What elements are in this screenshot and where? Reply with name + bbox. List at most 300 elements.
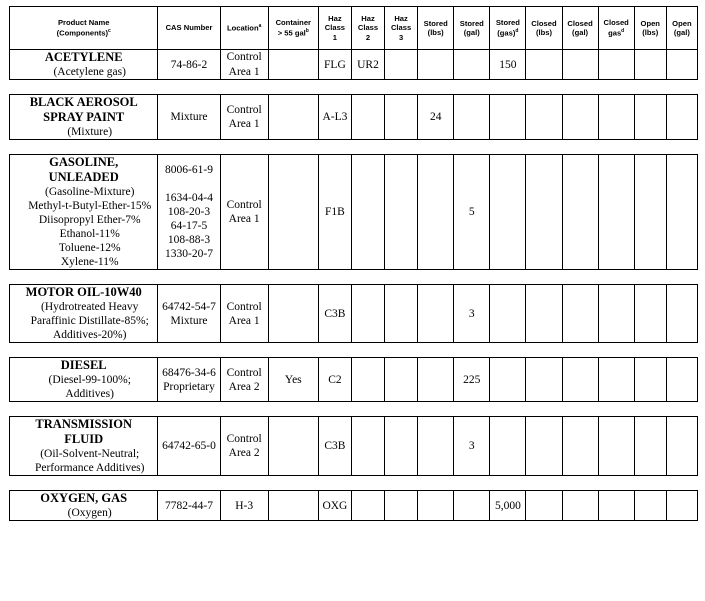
spacer-row <box>10 270 698 285</box>
column-header-text: Open <box>640 18 660 28</box>
cell-open-gal <box>666 358 697 402</box>
spacer-cell <box>562 140 598 155</box>
spacer-cell <box>598 476 634 491</box>
cell-stored-gas <box>490 358 526 402</box>
column-header-closed_lbs <box>526 7 562 50</box>
spacer-cell <box>634 270 666 285</box>
spacer-cell <box>562 270 598 285</box>
cell-open-lbs <box>634 95 666 140</box>
cas-number: 108-20-3 <box>167 206 211 219</box>
column-header-text: (lbs) <box>642 28 659 37</box>
cas-number: 68476-34-6 <box>162 366 216 379</box>
spacer-cell <box>454 270 490 285</box>
cell-closed-gal <box>562 417 598 476</box>
spacer-row <box>10 140 698 155</box>
cas-number: 7782-44-7 <box>165 499 213 512</box>
cell-stored-lbs <box>418 285 454 343</box>
cell-stored-gal <box>454 491 490 521</box>
spacer-cell <box>268 343 318 358</box>
table-row <box>10 50 698 80</box>
spacer-cell <box>220 402 268 417</box>
spacer-cell <box>351 140 384 155</box>
cell-stored-gal: 3 <box>454 285 490 343</box>
column-header-text: (lbs) <box>427 28 444 37</box>
cell-closed-lbs <box>526 50 562 80</box>
spacer-cell <box>351 270 384 285</box>
cell-stored-gas <box>490 285 526 343</box>
column-header-text: (gal) <box>463 28 480 37</box>
cell-closed-lbs <box>526 285 562 343</box>
column-header-closed_gal <box>562 7 598 50</box>
spacer-cell <box>318 80 351 95</box>
spacer-cell <box>562 476 598 491</box>
location-cell <box>220 285 268 343</box>
column-header-text: (gas)$^d$ <box>497 27 519 38</box>
footnote-marker: c <box>108 27 111 34</box>
cell-stored-lbs <box>418 358 454 402</box>
column-header-text: Class <box>390 23 412 33</box>
cell-open-gal <box>666 50 697 80</box>
cell-haz3 <box>385 50 418 80</box>
cell-open-gal <box>666 95 697 140</box>
column-header-text: Closed <box>603 18 629 28</box>
spacer-cell <box>490 140 526 155</box>
product-name-cell <box>10 155 158 270</box>
product-name: UNLEADED <box>48 170 119 185</box>
cas-number: 64-17-5 <box>170 220 208 233</box>
column-header-location <box>220 7 268 50</box>
spacer-cell <box>490 402 526 417</box>
cell-haz3 <box>385 358 418 402</box>
spacer-cell <box>666 476 697 491</box>
location-text: Control <box>226 433 262 446</box>
cell-closed-gas <box>598 417 634 476</box>
cell-stored-gal: 5 <box>454 155 490 270</box>
spacer-cell <box>220 343 268 358</box>
table-row <box>10 155 698 270</box>
cell-haz1: C3B <box>318 417 351 476</box>
spacer-cell <box>220 80 268 95</box>
component-name: (Gasoline-Mixture) <box>45 186 135 199</box>
column-header-text: Closed <box>567 18 593 28</box>
column-header-text: Product Name <box>57 18 110 28</box>
product-name-cell <box>10 491 158 521</box>
component-name: (Oil-Solvent-Neutral; <box>40 448 140 461</box>
cas-number: 74-86-2 <box>170 58 208 71</box>
column-header-container <box>268 7 318 50</box>
spacer-cell <box>418 343 454 358</box>
spacer-cell <box>490 270 526 285</box>
column-header-text: (gal) <box>572 28 589 37</box>
column-header-text: Class <box>324 23 346 33</box>
column-header-text: Stored <box>423 18 448 28</box>
spacer-cell <box>598 140 634 155</box>
spacer-cell <box>526 270 562 285</box>
spacer-cell <box>351 343 384 358</box>
cell-haz2: UR2 <box>351 50 384 80</box>
cas-number: 64742-65-0 <box>162 440 216 453</box>
cell-open-gal <box>666 155 697 270</box>
cell-open-lbs <box>634 491 666 521</box>
product-name-cell <box>10 95 158 140</box>
product-name: ACETYLENE <box>44 50 123 64</box>
cas-number: 8006-61-9 <box>165 164 213 177</box>
column-header-text: (Components)$^c$ <box>56 27 111 38</box>
cell-closed-lbs <box>526 358 562 402</box>
location-cell <box>220 50 268 80</box>
spacer-cell <box>598 343 634 358</box>
cell-closed-gal <box>562 358 598 402</box>
spacer-cell <box>385 80 418 95</box>
spacer-cell <box>268 402 318 417</box>
cell-stored-gas: 5,000 <box>490 491 526 521</box>
product-name: FLUID <box>64 432 104 447</box>
component-name: (Diesel-99-100%; <box>48 374 131 387</box>
cell-stored-lbs <box>418 491 454 521</box>
spacer-cell <box>666 270 697 285</box>
column-header-text: CAS Number <box>165 23 213 33</box>
cell-closed-gal <box>562 491 598 521</box>
column-header-text: (gal) <box>673 28 690 37</box>
column-header-haz3 <box>385 7 418 50</box>
cell-open-lbs <box>634 285 666 343</box>
spacer-cell <box>10 402 158 417</box>
cell-container: Yes <box>268 358 318 402</box>
cas-number: 1330-20-7 <box>165 248 213 261</box>
table-body <box>10 50 698 521</box>
location-text: Control <box>226 104 262 116</box>
spacer-cell <box>490 476 526 491</box>
cell-haz3 <box>385 285 418 343</box>
column-header-text: Haz <box>394 13 408 23</box>
spacer-cell <box>158 402 220 417</box>
column-header-text: gas$^d$ <box>608 27 625 38</box>
spacer-cell <box>268 140 318 155</box>
column-header-text: Container <box>275 18 312 28</box>
column-header-text: Stored <box>459 18 484 28</box>
component-name: (Mixture) <box>67 126 113 139</box>
spacer-cell <box>666 343 697 358</box>
location-text: Control <box>226 199 262 212</box>
cell-haz1: OXG <box>318 491 351 521</box>
cell-container <box>268 285 318 343</box>
cell-container <box>268 155 318 270</box>
column-header-stored_lbs <box>418 7 454 50</box>
column-header-stored_gal <box>454 7 490 50</box>
spacer-cell <box>454 343 490 358</box>
spacer-cell <box>318 402 351 417</box>
spacer-row <box>10 402 698 417</box>
spacer-cell <box>10 140 158 155</box>
cell-stored-gal <box>454 50 490 80</box>
spacer-cell <box>351 476 384 491</box>
spacer-cell <box>220 270 268 285</box>
cas-number-cell <box>158 358 220 402</box>
spacer-cell <box>562 343 598 358</box>
product-name: SPRAY PAINT <box>43 110 125 125</box>
spacer-cell <box>634 343 666 358</box>
cell-haz2 <box>351 95 384 140</box>
cell-container <box>268 95 318 140</box>
spacer-cell <box>526 343 562 358</box>
spacer-cell <box>634 476 666 491</box>
location-cell <box>220 491 268 521</box>
cas-number: Mixture <box>170 314 208 327</box>
cell-stored-gas <box>490 417 526 476</box>
cas-number-cell <box>158 155 220 270</box>
cell-stored-gas <box>490 95 526 140</box>
spacer-cell <box>158 343 220 358</box>
product-name: BLACK AEROSOL <box>29 95 138 110</box>
cell-closed-gas <box>598 50 634 80</box>
location-text: Area 1 <box>228 314 260 327</box>
spacer-cell <box>666 80 697 95</box>
cell-haz2 <box>351 155 384 270</box>
location-text: Control <box>226 51 262 64</box>
spacer-cell <box>318 476 351 491</box>
product-name-cell <box>10 50 158 80</box>
spacer-cell <box>385 270 418 285</box>
spacer-cell <box>634 80 666 95</box>
spacer-cell <box>634 402 666 417</box>
column-header-text: 2 <box>365 32 371 42</box>
component-name: (Oxygen) <box>67 507 112 520</box>
cell-haz1: FLG <box>318 50 351 80</box>
component-name: Methyl-t-Butyl-Ether-15% <box>28 200 152 213</box>
column-header-closed_gas <box>598 7 634 50</box>
spacer-cell <box>526 402 562 417</box>
cell-stored-lbs <box>418 155 454 270</box>
cell-closed-gas <box>598 155 634 270</box>
cell-haz3 <box>385 491 418 521</box>
column-header-open_gal <box>666 7 697 50</box>
column-header-product <box>10 7 158 50</box>
spacer-row <box>10 476 698 491</box>
spacer-cell <box>598 80 634 95</box>
column-header-open_lbs <box>634 7 666 50</box>
product-name-cell <box>10 417 158 476</box>
product-name: OXYGEN, GAS <box>40 491 128 506</box>
table-row <box>10 95 698 140</box>
cell-container <box>268 491 318 521</box>
cell-open-lbs <box>634 417 666 476</box>
location-text: Area 2 <box>228 380 260 393</box>
component-name: (Acetylene gas) <box>53 66 126 78</box>
location-text: Area 1 <box>228 65 260 78</box>
location-text: Area 1 <box>228 118 260 131</box>
cell-closed-lbs <box>526 491 562 521</box>
component-name: Additives-20%) <box>52 329 127 342</box>
hazmat-inventory-table <box>9 6 698 521</box>
cas-number-cell <box>158 417 220 476</box>
spacer-cell <box>385 343 418 358</box>
location-cell <box>220 417 268 476</box>
cell-haz3 <box>385 417 418 476</box>
spacer-cell <box>385 402 418 417</box>
spacer-cell <box>385 140 418 155</box>
product-name: MOTOR OIL-10W40 <box>25 285 142 300</box>
cas-number: 1634-04-4 <box>165 192 213 205</box>
spacer-cell <box>490 343 526 358</box>
spacer-cell <box>454 476 490 491</box>
spacer-row <box>10 343 698 358</box>
spacer-cell <box>158 140 220 155</box>
table-row <box>10 358 698 402</box>
spacer-cell <box>10 476 158 491</box>
column-header-text: Haz <box>328 13 342 23</box>
spacer-cell <box>526 140 562 155</box>
spacer-cell <box>454 140 490 155</box>
component-name: Toluene-12% <box>58 242 121 255</box>
column-header-stored_gas <box>490 7 526 50</box>
component-name: Ethanol-11% <box>59 228 120 241</box>
component-name: Diisopropyl Ether-7% <box>38 214 141 227</box>
cell-stored-gas <box>490 155 526 270</box>
location-cell <box>220 95 268 140</box>
column-header-text: Stored <box>495 18 520 28</box>
spacer-cell <box>220 140 268 155</box>
column-header-haz1 <box>318 7 351 50</box>
component-name: Additives) <box>65 388 114 401</box>
cell-closed-gal <box>562 95 598 140</box>
cell-haz2 <box>351 285 384 343</box>
cas-number: Proprietary <box>163 380 215 393</box>
cell-open-gal <box>666 491 697 521</box>
column-header-text: Location$^a$ <box>226 22 262 33</box>
footnote-marker: d <box>515 27 519 34</box>
spacer-cell <box>562 80 598 95</box>
spacer-cell <box>418 402 454 417</box>
spacer-cell <box>526 80 562 95</box>
column-header-text: 3 <box>398 32 404 42</box>
spacer-cell <box>490 80 526 95</box>
cell-stored-lbs <box>418 417 454 476</box>
cell-stored-gas: 150 <box>490 50 526 80</box>
column-header-text: (lbs) <box>535 28 552 37</box>
spacer-cell <box>666 402 697 417</box>
cell-open-lbs <box>634 358 666 402</box>
spacer-cell <box>10 80 158 95</box>
spacer-cell <box>418 140 454 155</box>
cas-number: 108-88-3 <box>167 234 211 247</box>
cas-number-cell <box>158 50 220 80</box>
spacer-cell <box>268 80 318 95</box>
product-name: GASOLINE, <box>49 155 119 170</box>
cas-number-cell <box>158 95 220 140</box>
spacer-cell <box>158 80 220 95</box>
column-header-text: Open <box>672 18 692 28</box>
header-row <box>10 7 698 50</box>
spacer-cell <box>666 140 697 155</box>
component-name: (Hydrotreated Heavy <box>41 301 139 314</box>
spacer-cell <box>10 343 158 358</box>
footnote-marker: d <box>621 27 625 34</box>
cas-number: 64742-54-7 <box>162 300 216 313</box>
cell-open-lbs <box>634 155 666 270</box>
cell-container <box>268 50 318 80</box>
table-row <box>10 491 698 521</box>
spacer-cell <box>268 270 318 285</box>
column-header-text: > 55 gal$^b$ <box>277 27 309 38</box>
spacer-cell <box>385 476 418 491</box>
component-name: Xylene-11% <box>60 256 119 269</box>
product-name-cell <box>10 358 158 402</box>
cell-stored-lbs <box>418 50 454 80</box>
cell-haz3 <box>385 155 418 270</box>
spacer-cell <box>318 270 351 285</box>
cell-container <box>268 417 318 476</box>
cell-closed-gas <box>598 358 634 402</box>
spacer-cell <box>454 402 490 417</box>
spacer-cell <box>634 140 666 155</box>
cell-haz2 <box>351 417 384 476</box>
cell-closed-lbs <box>526 155 562 270</box>
spacer-cell <box>220 476 268 491</box>
column-header-cas <box>158 7 220 50</box>
cell-haz1: F1B <box>318 155 351 270</box>
cell-haz1: C3B <box>318 285 351 343</box>
spacer-cell <box>562 402 598 417</box>
spacer-cell <box>418 476 454 491</box>
location-text: H-3 <box>235 499 254 512</box>
product-name: DIESEL <box>60 358 107 373</box>
spacer-cell <box>351 402 384 417</box>
cell-haz2 <box>351 358 384 402</box>
cell-haz1: A-L3 <box>318 95 351 140</box>
cell-closed-gas <box>598 95 634 140</box>
spacer-cell <box>526 476 562 491</box>
spacer-cell <box>454 80 490 95</box>
cas-number: Mixture <box>170 111 208 124</box>
product-name: TRANSMISSION <box>35 417 132 432</box>
cell-stored-gal <box>454 95 490 140</box>
cell-closed-gal <box>562 50 598 80</box>
spacer-cell <box>268 476 318 491</box>
column-header-text: Class <box>357 23 379 33</box>
cas-number <box>159 177 218 191</box>
location-text: Control <box>226 300 262 313</box>
location-text: Area 1 <box>228 213 260 226</box>
spacer-cell <box>351 80 384 95</box>
spacer-cell <box>158 270 220 285</box>
component-name: Performance Additives) <box>34 462 145 475</box>
product-name-cell <box>10 285 158 343</box>
spacer-cell <box>10 270 158 285</box>
cell-closed-gas <box>598 285 634 343</box>
cell-haz1: C2 <box>318 358 351 402</box>
cell-open-gal <box>666 417 697 476</box>
spacer-row <box>10 80 698 95</box>
footnote-marker: a <box>258 22 262 29</box>
column-header-haz2 <box>351 7 384 50</box>
column-header-text: Haz <box>361 13 375 23</box>
cell-haz2 <box>351 491 384 521</box>
spacer-cell <box>318 140 351 155</box>
table-row <box>10 417 698 476</box>
column-header-text: Closed <box>531 18 557 28</box>
cell-open-lbs <box>634 50 666 80</box>
cell-closed-lbs <box>526 95 562 140</box>
column-header-text: 1 <box>332 32 338 42</box>
spacer-cell <box>598 402 634 417</box>
cell-stored-gal: 3 <box>454 417 490 476</box>
cell-stored-lbs: 24 <box>418 95 454 140</box>
location-text: Area 2 <box>228 447 260 460</box>
spacer-cell <box>598 270 634 285</box>
cas-number-cell <box>158 285 220 343</box>
cell-stored-gal: 225 <box>454 358 490 402</box>
cell-closed-gas <box>598 491 634 521</box>
